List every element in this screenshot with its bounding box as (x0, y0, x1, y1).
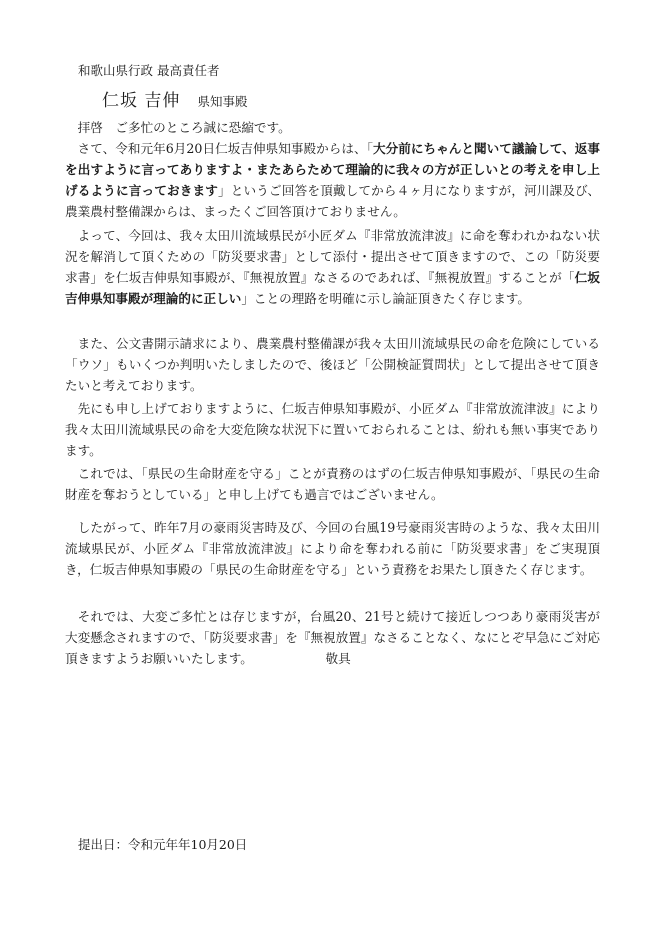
paragraph-2-text-a: よって、今回は、我々太田川流域県民が小匠ダム『非常放流津波』に命を奪われかねない状況を解消して頂くための「防災要求書」として添付・提出させて頂きますので、この「防災要求書」を仁坂吉伸県知事殿が、『無視放置』なさるのであれば、『無視放置』することが「 (65, 228, 600, 285)
paragraph-6: したがって、昨年7月の豪雨災害時及び、今回の台風19号豪雨災害時のような、我々太田川流域県民が、小匠ダム『非常放流津波』により命を奪われる前に「防災要求書」をご実現頂き，仁坂吉伸県知事殿の「県民の生命財産を守る」という責務をお果たし頂きたく存じます。 (65, 520, 600, 577)
paragraph-7-text: それでは、大変ご多忙とは存じますが，台風20、21号と続けて接近しつつあり豪雨災害が大変懸念されますので、「防災要求書」を『無視放置』なさることなく、なにとぞ早急にご対応頂きますようお願いいたします。 (65, 609, 600, 666)
paragraph-2-bold-quote: 仁坂吉伸県知事殿が理論的に正しい (65, 270, 601, 306)
addressee-title: 県知事殿 (197, 94, 248, 109)
paragraph-5: これでは、「県民の生命財産を守る」ことが責務のはずの仁坂吉伸県知事殿が、「県民の生命財産を奪おうとしている」と申し上げても過言ではございません。 (65, 466, 600, 502)
paragraph-1-text-c: 」というご回答を頂戴してから４ヶ月になりますが，河川課及び、農業農村整備課からは、まったくご回答頂けておりません。 (65, 183, 600, 219)
paragraph-7 (65, 606, 600, 669)
paragraph-2 (65, 225, 600, 309)
paragraph-1-text-a: さて、令和元年6月20日仁坂吉伸県知事殿からは、「 (77, 141, 373, 156)
greeting: 拝啓 ご多忙のところ誠に恐縮です。 (77, 120, 291, 135)
paragraph-1-bold-quote: 大分前にちゃんと聞いて議論して、返事を出すように言ってありますよ・またあらためて理論的に我々の方が正しいとの考えを申し上げるように言っておきます (65, 141, 600, 198)
addressee-line (102, 86, 248, 111)
paragraph-2-text-c: 」ことの理路を明確に示し論証頂きたく存じます。 (241, 291, 530, 306)
closing-keigu: 敬具 (325, 651, 351, 666)
addressee-organization: 和歌山県行政 最高責任者 (78, 63, 220, 78)
addressee-name: 仁坂 吉伸 (102, 91, 181, 111)
paragraph-4: 先にも申し上げておりますように、仁坂吉伸県知事殿が、小匠ダム『非常放流津波』により我々太田川流域県民の命を大変危険な状況下に置いておられることは、紛れも無い事実であります。 (65, 401, 600, 458)
submission-date: 提出日：令和元年年10月20日 (78, 837, 248, 852)
paragraph-1 (65, 138, 600, 222)
paragraph-3: また、公文書開示請求により、農業農村整備課が我々太田川流域県民の命を危険にしている「ウソ」もいくつか判明いたしましたので、後ほど「公開検証質問状」として提出させて頂きたいと考えております。 (65, 336, 600, 393)
